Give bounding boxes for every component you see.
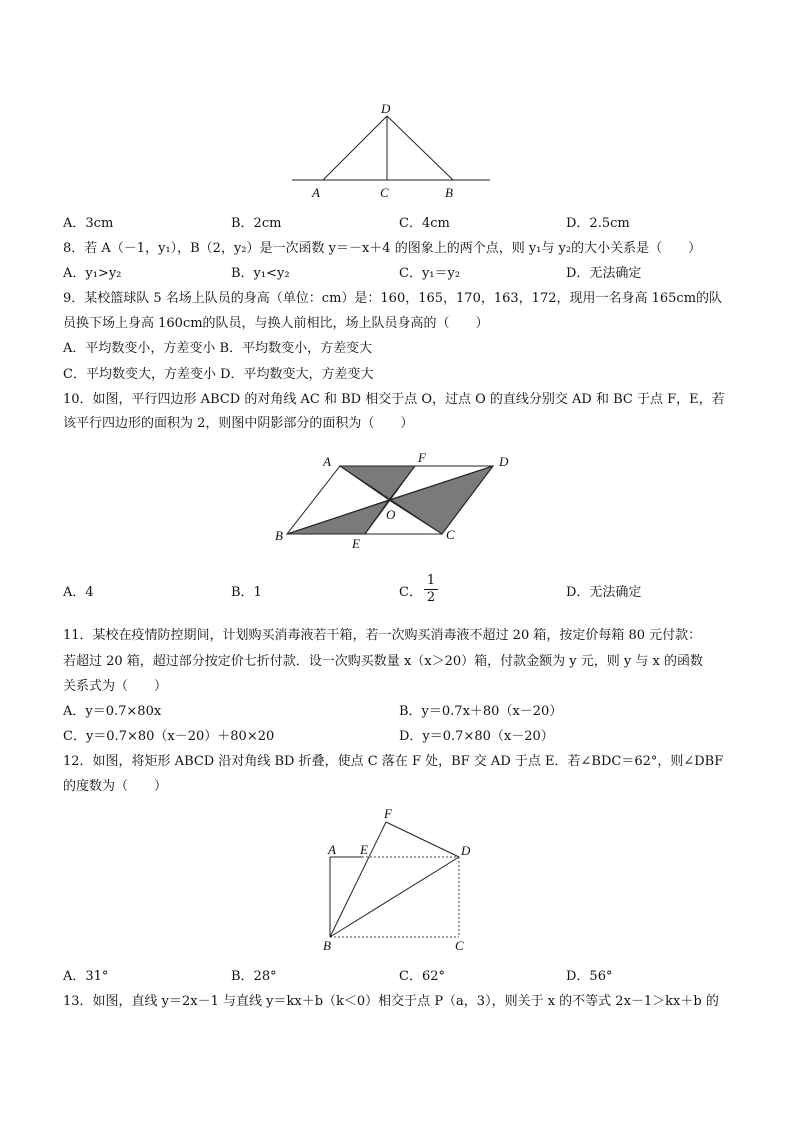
fig1-label-D: D <box>381 101 391 116</box>
q8-option-c: C．y₁＝y₂ <box>399 266 461 281</box>
q11-option-d: D．y＝0.7×80（x－20） <box>399 729 554 744</box>
q9-options-cd: C．平均数变大，方差变小 D．平均数变大，方差变大 <box>63 367 374 382</box>
q12-option-b: B．28° <box>231 969 277 984</box>
q7-option-a: A．3cm <box>63 216 114 231</box>
q11-stem-line2: 若超过 20 箱，超过部分按定价七折付款．设一次购买数量 x（x＞20）箱，付款金额为 y 元，则 y 与 x 的函数 <box>63 654 703 669</box>
q9-stem-line1: 9．某校篮球队 5 名场上队员的身高（单位：cm）是：160，165，170，163，172，现用一名身高 165cm的队 <box>63 291 723 306</box>
q12-stem-line1: 12．如图，将矩形 ABCD 沿对角线 BD 折叠，使点 C 落在 F 处，BF 交 AD 于点 E．若∠BDC＝62°，则∠DBF <box>63 754 724 769</box>
q8-option-a: A．y₁>y₂ <box>63 266 122 281</box>
fig10-label-E: E <box>352 536 360 551</box>
fig12-label-A: A <box>328 842 336 857</box>
fraction-numerator: 1 <box>426 573 436 588</box>
fig12-label-E: E <box>360 842 368 857</box>
q11-stem-line3: 关系式为（ ） <box>63 679 168 694</box>
fraction-denominator: 2 <box>426 590 436 605</box>
q8-option-d: D．无法确定 <box>566 266 642 281</box>
fig12-label-D: D <box>461 843 471 858</box>
q9-stem-line2: 员换下场上身高 160cm的队员，与换人前相比，场上队员身高的（ ） <box>63 316 489 331</box>
q12-option-c: C．62° <box>399 969 445 984</box>
fig12-label-F: F <box>384 806 392 821</box>
q9-options-ab: A．平均数变小，方差变小 B．平均数变小，方差变大 <box>63 341 373 356</box>
q10-option-d: D．无法确定 <box>566 585 642 600</box>
q10-option-b: B．1 <box>231 585 262 600</box>
fig1-label-A: A <box>312 185 320 200</box>
fig10-label-D: D <box>499 454 509 469</box>
fig12-label-C: C <box>455 938 464 953</box>
q11-option-b: B．y＝0.7x＋80（x－20） <box>399 704 563 719</box>
q13-stem-line1: 13．如图，直线 y＝2x－1 与直线 y＝kx＋b（k＜0）相交于点 P（a，3），则关于 x 的不等式 2x－1＞kx＋b 的 <box>63 994 719 1009</box>
fig12-label-B: B <box>323 938 331 953</box>
q12-stem-line2: 的度数为（ ） <box>63 779 168 794</box>
q8-option-b: B．y₁<y₂ <box>231 266 290 281</box>
q11-option-a: A．y＝0.7×80x <box>63 704 162 719</box>
fig10-label-F: F <box>418 450 426 465</box>
q11-option-c: C．y＝0.7×80（x－20）＋80×20 <box>63 729 275 744</box>
q10-stem-line1: 10．如图，平行四边形 ABCD 的对角线 AC 和 BD 相交于点 O，过点 O 的直线分别交 AD 和 BC 于点 F，E，若 <box>63 392 725 407</box>
fig10-label-O: O <box>386 507 396 522</box>
q7-option-d: D．2.5cm <box>566 216 630 231</box>
q8-stem: 8．若 A（－1，y₁），B（2，y₂）是一次函数 y＝－x＋4 的图象上的两个点，则 y₁与 y₂的大小关系是（ ） <box>63 241 702 256</box>
q10-option-c-prefix: C． <box>399 585 422 600</box>
fig1-label-B: B <box>445 185 453 200</box>
fig1-label-C: C <box>380 185 389 200</box>
fig10-label-B: B <box>275 528 283 543</box>
q10-stem-line2: 该平行四边形的面积为 2，则图中阴影部分的面积为（ ） <box>63 416 414 431</box>
q7-option-b: B．2cm <box>231 216 282 231</box>
q7-option-c: C．4cm <box>399 216 450 231</box>
q12-option-d: D．56° <box>566 969 613 984</box>
q11-stem-line1: 11．某校在疫情防控期间，计划购买消毒液若干箱，若一次购买消毒液不超过 20 箱，按定价每箱 80 元付款： <box>63 628 702 643</box>
fig10-label-C: C <box>446 527 455 542</box>
fig10-label-A: A <box>323 454 331 469</box>
q10-option-a: A．4 <box>63 585 94 600</box>
q12-option-a: A．31° <box>63 969 109 984</box>
